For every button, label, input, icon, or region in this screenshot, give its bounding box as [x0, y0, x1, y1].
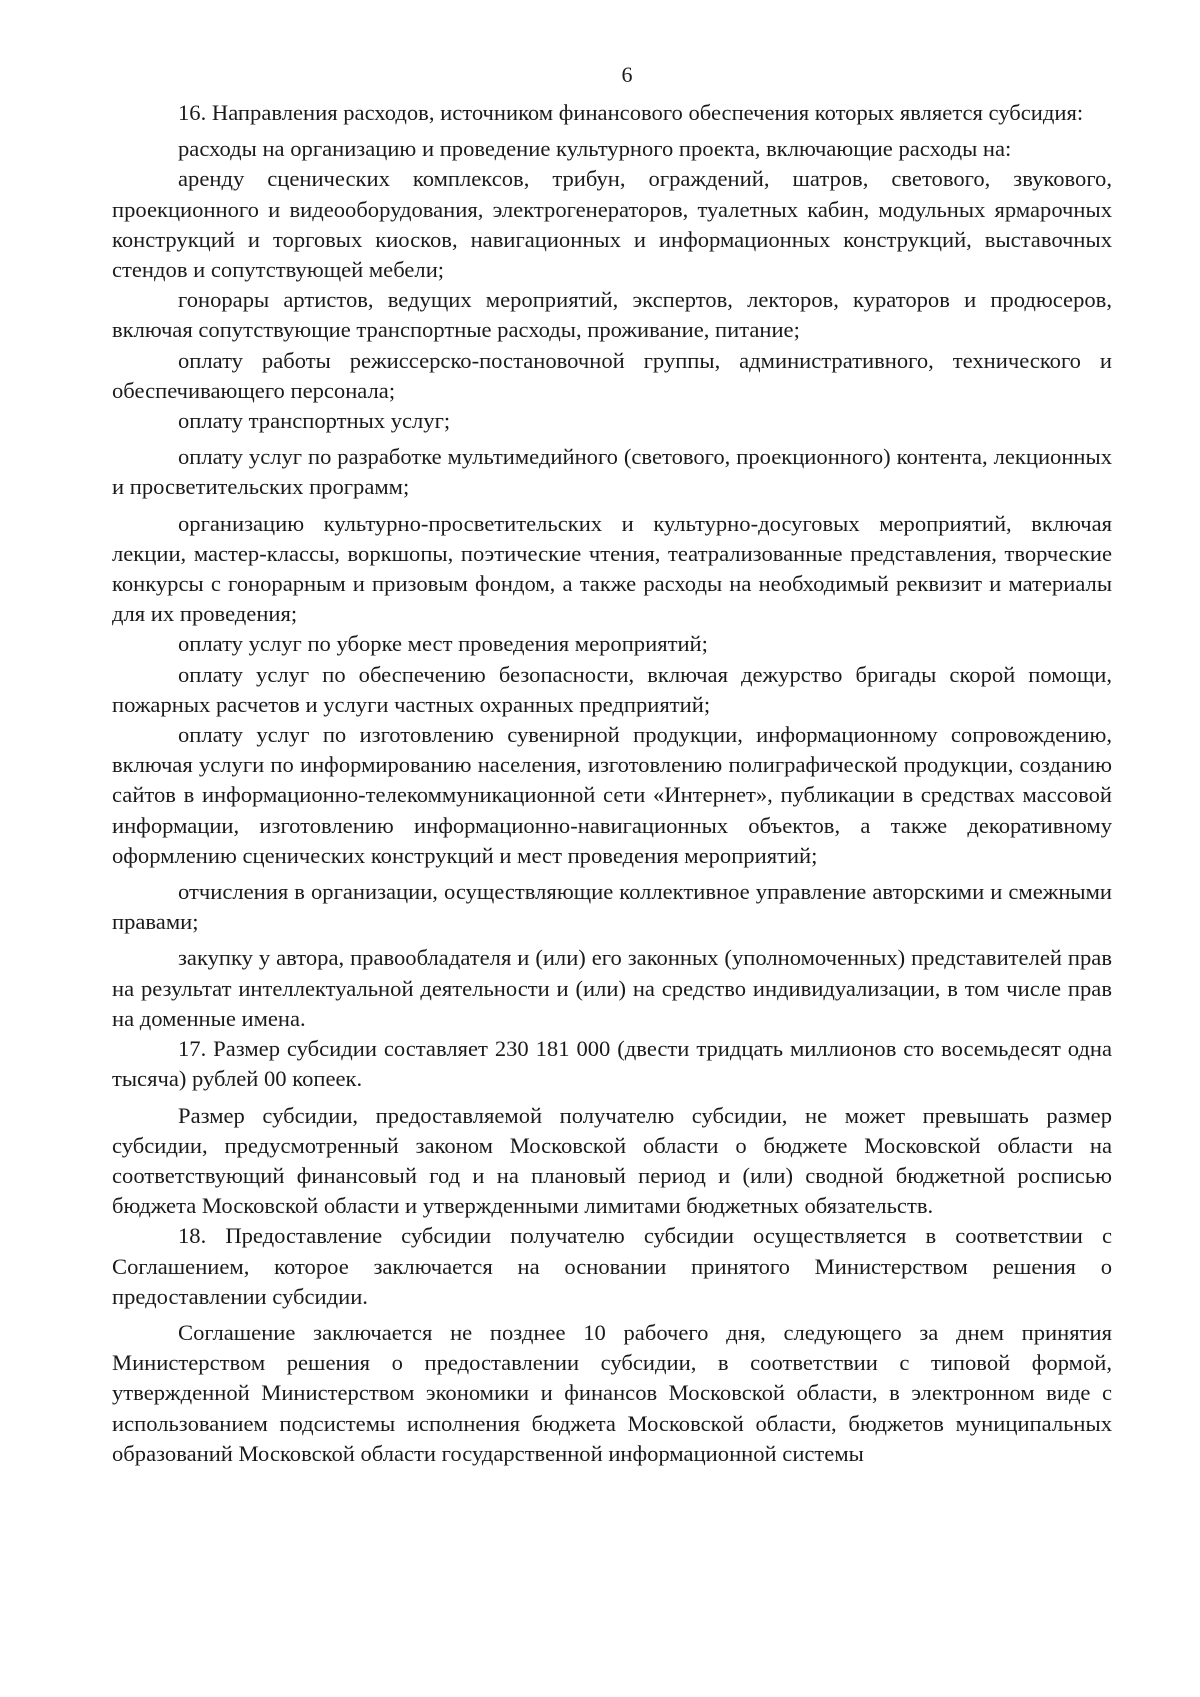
paragraph-security: оплату услуг по обеспечению безопасности, включая дежурство бригады скорой помощи, пожарных расчетов и услуги частных охранных предприятий;	[112, 661, 1112, 717]
paragraph-18-agreement: 18. Предоставление субсидии получателю субсидии осуществляется в соответствии с Соглашением, которое заключается на основании принятого Министерством решения о предоставлении субсидии.	[112, 1223, 1112, 1309]
paragraph-rent: аренду сценических комплексов, трибун, ограждений, шатров, светового, звукового, проекционного и видеооборудования, электрогенераторов, туалетных кабин, модульных ярмарочных конструкций и торговых киосков, навигационных и информационных конструкций, выставочных стендов и сопутствующей мебели;	[112, 166, 1112, 283]
paragraph-transport: оплату транспортных услуг;	[178, 408, 451, 434]
paragraph-agreement-terms: Соглашение заключается не позднее 10 рабочего дня, следующего за днем принятия Министерством решения о предоставлении субсидии, в соответствии с типовой формой, утвержденной Министерством экономики и финансов Московской области, в электронном виде с использованием подсистемы исполнения бюджета Московской области, бюджетов муниципальных образований Московской области государственной информационной системы	[112, 1319, 1112, 1466]
paragraph-expenses-intro: расходы на организацию и проведение культурного проекта, включающие расходы на:	[178, 136, 1012, 162]
paragraph-royalties: отчисления в организации, осуществляющие коллективное управление авторскими и смежными правами;	[112, 879, 1112, 935]
paragraph-souvenirs: оплату услуг по изготовлению сувенирной продукции, информационному сопровождению, включая услуги по информированию населения, изготовлению полиграфической продукции, созданию сайтов в информационно-телекоммуникационной сети «Интернет», публикации в средствах массовой информации, изготовлению информационно-навигационных объектов, а также декоративному оформлению сценических конструкций и мест проведения мероприятий;	[112, 722, 1112, 868]
paragraph-cleaning: оплату услуг по уборке мест проведения мероприятий;	[178, 631, 708, 657]
paragraph-17-amount: 17. Размер субсидии составляет 230 181 000 (двести тридцать миллионов сто восемьдесят одна тысяча) рублей 00 копеек.	[112, 1036, 1112, 1092]
paragraph-events: организацию культурно-просветительских и культурно-досуговых мероприятий, включая лекции, мастер-классы, воркшопы, поэтические чтения, театрализованные представления, творческие конкурсы с гонорарным и призовым фондом, а также расходы на необходимый реквизит и материалы для их проведения;	[112, 510, 1112, 627]
paragraph-multimedia: оплату услуг по разработке мультимедийного (светового, проекционного) контента, лекционных и просветительских программ;	[112, 444, 1112, 500]
paragraph-staff-pay: оплату работы режиссерско-постановочной группы, административного, технического и обеспечивающего персонала;	[112, 347, 1112, 403]
paragraph-amount-limit: Размер субсидии, предоставляемой получателю субсидии, не может превышать размер субсидии, предусмотренный законом Московской области о бюджете Московской области на соответствующий финансовый год и на плановый период и (или) сводной бюджетной росписью бюджета Московской области и утвержденными лимитами бюджетных обязательств.	[112, 1102, 1112, 1219]
paragraph-rights-purchase: закупку у автора, правообладателя и (или) его законных (уполномоченных) представителей прав на результат интеллектуальной деятельности и (или) на средство индивидуализации, в том числе прав на доменные имена.	[112, 945, 1112, 1031]
page-number: 6	[621, 62, 633, 87]
paragraph-16-heading: 16. Направления расходов, источником финансового обеспечения которых является субсидия:	[178, 100, 1084, 125]
paragraph-fees: гонорары артистов, ведущих мероприятий, экспертов, лекторов, кураторов и продюсеров, включая сопутствующие транспортные расходы, проживание, питание;	[112, 287, 1112, 343]
